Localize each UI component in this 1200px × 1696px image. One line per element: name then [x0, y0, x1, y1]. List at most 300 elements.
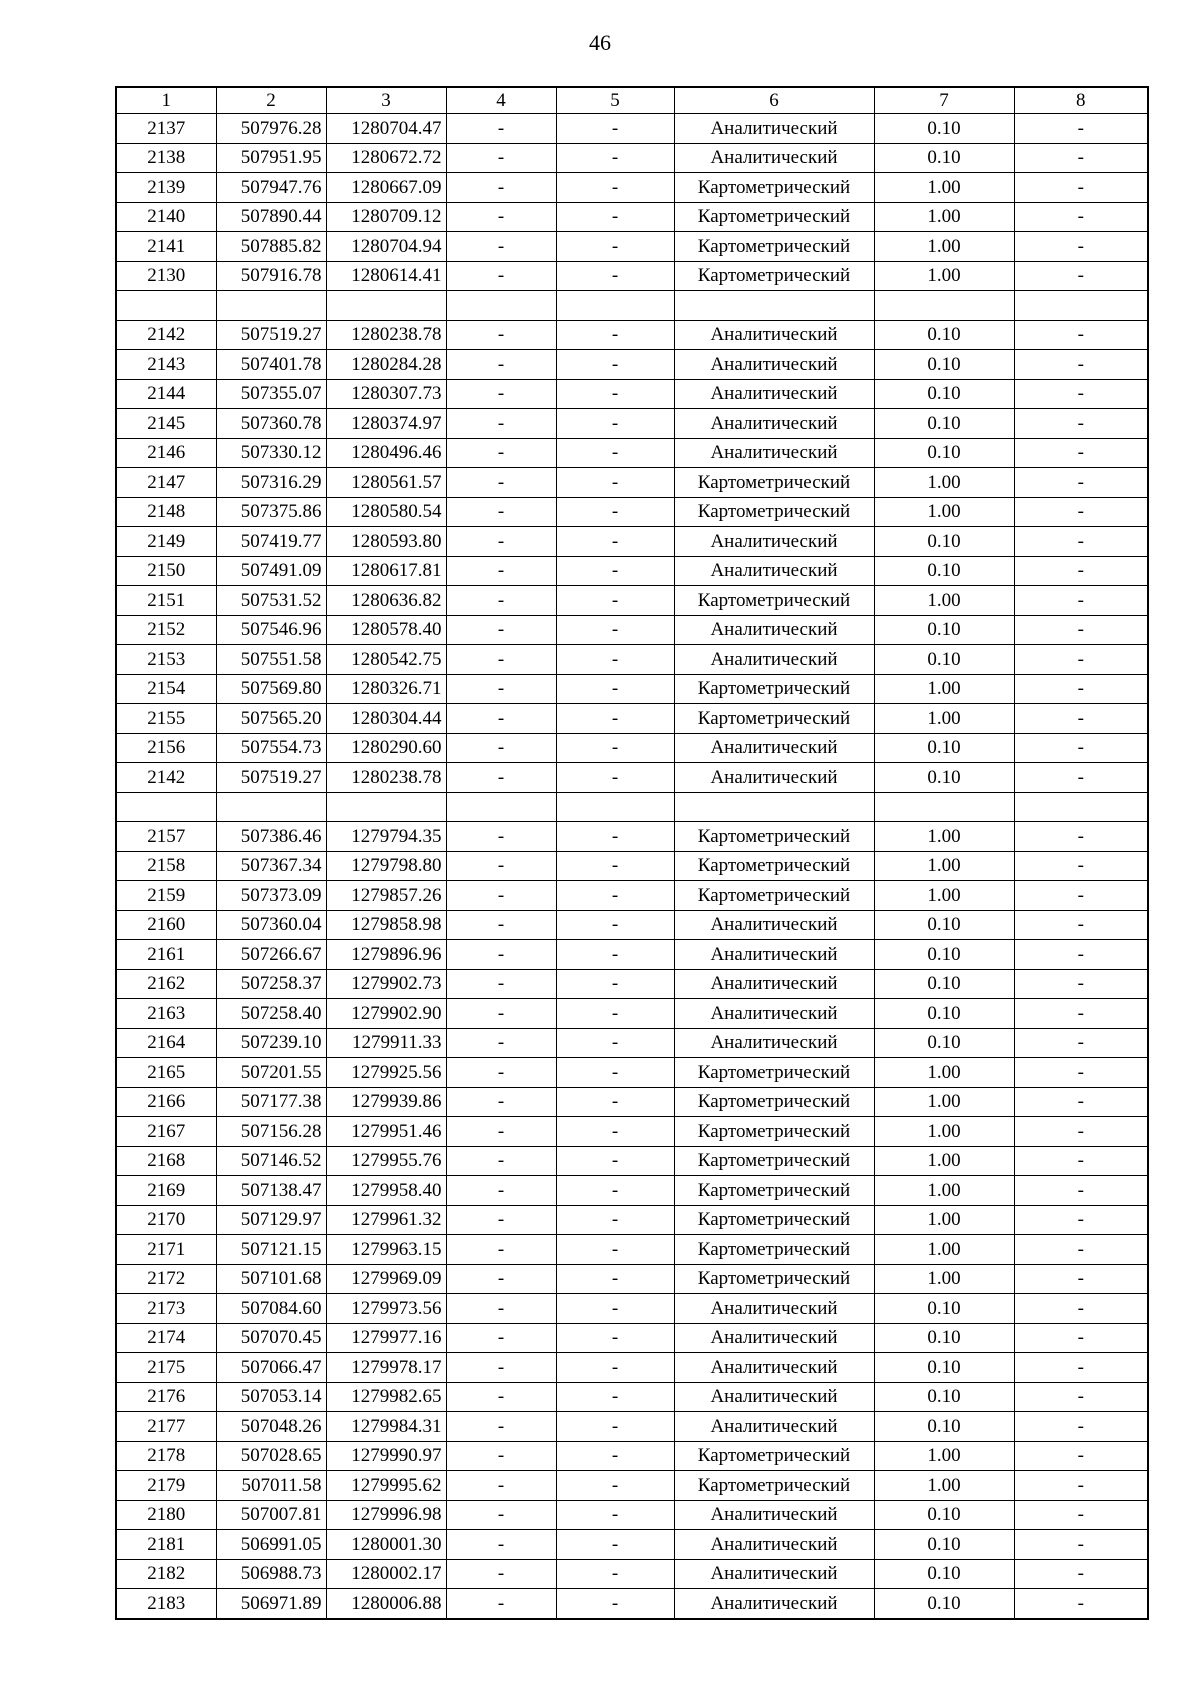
column-header-7: 7	[874, 87, 1014, 114]
col-8-cell: -	[1014, 143, 1148, 173]
accuracy-cell: 0.10	[874, 1382, 1014, 1412]
table-row	[116, 1028, 1148, 1058]
y-coordinate-cell: 1279794.35	[326, 822, 446, 852]
col-5-cell: -	[556, 173, 674, 203]
col-8-cell: -	[1014, 497, 1148, 527]
accuracy-cell: 1.00	[874, 1117, 1014, 1147]
col-8-cell: -	[1014, 438, 1148, 468]
y-coordinate-cell: 1280672.72	[326, 143, 446, 173]
accuracy-cell: 0.10	[874, 969, 1014, 999]
x-coordinate-cell: 507028.65	[216, 1441, 326, 1471]
point-number-cell: 2141	[116, 232, 216, 262]
accuracy-cell	[874, 792, 1014, 822]
method-cell: Картометрический	[674, 822, 874, 852]
col-4-cell: -	[446, 1382, 556, 1412]
accuracy-cell: 0.10	[874, 143, 1014, 173]
point-number-cell: 2157	[116, 822, 216, 852]
x-coordinate-cell: 507947.76	[216, 173, 326, 203]
col-4-cell: -	[446, 1264, 556, 1294]
col-5-cell: -	[556, 1235, 674, 1265]
table-row	[116, 1087, 1148, 1117]
col-5-cell: -	[556, 763, 674, 793]
x-coordinate-cell: 507890.44	[216, 202, 326, 232]
accuracy-cell: 1.00	[874, 468, 1014, 498]
x-coordinate-cell: 507129.97	[216, 1205, 326, 1235]
accuracy-cell: 1.00	[874, 1176, 1014, 1206]
col-8-cell: -	[1014, 1500, 1148, 1530]
col-5-cell: -	[556, 1471, 674, 1501]
col-4-cell: -	[446, 1058, 556, 1088]
table-row	[116, 379, 1148, 409]
point-number-cell: 2166	[116, 1087, 216, 1117]
point-number-cell: 2177	[116, 1412, 216, 1442]
table-row	[116, 1323, 1148, 1353]
col-5-cell: -	[556, 910, 674, 940]
col-5-cell: -	[556, 586, 674, 616]
point-number-cell: 2162	[116, 969, 216, 999]
x-coordinate-cell: 507916.78	[216, 261, 326, 291]
column-header-1: 1	[116, 87, 216, 114]
method-cell: Картометрический	[674, 173, 874, 203]
col-5-cell: -	[556, 202, 674, 232]
col-8-cell: -	[1014, 1353, 1148, 1383]
y-coordinate-cell: 1279939.86	[326, 1087, 446, 1117]
col-4-cell: -	[446, 1441, 556, 1471]
col-8-cell: -	[1014, 881, 1148, 911]
col-4-cell: -	[446, 1589, 556, 1619]
method-cell: Картометрический	[674, 674, 874, 704]
method-cell	[674, 291, 874, 321]
accuracy-cell: 0.10	[874, 645, 1014, 675]
point-number-cell: 2181	[116, 1530, 216, 1560]
col-5-cell: -	[556, 438, 674, 468]
point-number-cell: 2130	[116, 261, 216, 291]
point-number-cell: 2163	[116, 999, 216, 1029]
col-8-cell: -	[1014, 350, 1148, 380]
method-cell: Картометрический	[674, 202, 874, 232]
col-8-cell: -	[1014, 409, 1148, 439]
col-8-cell: -	[1014, 1294, 1148, 1324]
y-coordinate-cell: 1280006.88	[326, 1589, 446, 1619]
column-header-6: 6	[674, 87, 874, 114]
table-row	[116, 202, 1148, 232]
col-8-cell: -	[1014, 1471, 1148, 1501]
method-cell: Аналитический	[674, 1589, 874, 1619]
col-8-cell: -	[1014, 763, 1148, 793]
column-header-3: 3	[326, 87, 446, 114]
accuracy-cell: 1.00	[874, 173, 1014, 203]
y-coordinate-cell: 1279995.62	[326, 1471, 446, 1501]
method-cell: Аналитический	[674, 645, 874, 675]
col-8-cell: -	[1014, 1323, 1148, 1353]
method-cell: Аналитический	[674, 409, 874, 439]
method-cell: Картометрический	[674, 1087, 874, 1117]
table-row	[116, 1294, 1148, 1324]
x-coordinate-cell: 507375.86	[216, 497, 326, 527]
col-4-cell: -	[446, 320, 556, 350]
col-8-cell: -	[1014, 1205, 1148, 1235]
table-row	[116, 320, 1148, 350]
col-8-cell: -	[1014, 1058, 1148, 1088]
col-4-cell: -	[446, 1500, 556, 1530]
accuracy-cell: 1.00	[874, 202, 1014, 232]
accuracy-cell: 0.10	[874, 1294, 1014, 1324]
y-coordinate-cell: 1280667.09	[326, 173, 446, 203]
col-8-cell: -	[1014, 674, 1148, 704]
col-5-cell: -	[556, 822, 674, 852]
table-row	[116, 1146, 1148, 1176]
y-coordinate-cell: 1280496.46	[326, 438, 446, 468]
y-coordinate-cell: 1280307.73	[326, 379, 446, 409]
x-coordinate-cell	[216, 792, 326, 822]
table-row	[116, 1559, 1148, 1589]
table-row	[116, 438, 1148, 468]
col-4-cell: -	[446, 1559, 556, 1589]
col-5-cell: -	[556, 379, 674, 409]
col-5-cell: -	[556, 999, 674, 1029]
accuracy-cell: 1.00	[874, 881, 1014, 911]
accuracy-cell	[874, 291, 1014, 321]
col-5-cell: -	[556, 1412, 674, 1442]
accuracy-cell: 0.10	[874, 556, 1014, 586]
col-5-cell	[556, 291, 674, 321]
method-cell: Картометрический	[674, 1176, 874, 1206]
col-4-cell: -	[446, 556, 556, 586]
table-row	[116, 763, 1148, 793]
x-coordinate-cell: 507546.96	[216, 615, 326, 645]
col-4-cell: -	[446, 1235, 556, 1265]
accuracy-cell: 0.10	[874, 763, 1014, 793]
table-row	[116, 1235, 1148, 1265]
x-coordinate-cell: 507360.04	[216, 910, 326, 940]
point-number-cell: 2158	[116, 851, 216, 881]
col-8-cell	[1014, 291, 1148, 321]
x-coordinate-cell: 507355.07	[216, 379, 326, 409]
x-coordinate-cell: 507360.78	[216, 409, 326, 439]
y-coordinate-cell: 1280290.60	[326, 733, 446, 763]
col-4-cell: -	[446, 379, 556, 409]
col-4-cell: -	[446, 261, 556, 291]
col-4-cell: -	[446, 1117, 556, 1147]
col-8-cell: -	[1014, 527, 1148, 557]
col-5-cell: -	[556, 1530, 674, 1560]
method-cell: Аналитический	[674, 1382, 874, 1412]
table-header	[116, 87, 1148, 114]
col-5-cell: -	[556, 1028, 674, 1058]
point-number-cell	[116, 792, 216, 822]
accuracy-cell: 1.00	[874, 704, 1014, 734]
method-cell: Картометрический	[674, 881, 874, 911]
accuracy-cell: 1.00	[874, 497, 1014, 527]
point-number-cell: 2174	[116, 1323, 216, 1353]
table-row	[116, 940, 1148, 970]
col-8-cell: -	[1014, 379, 1148, 409]
point-number-cell: 2153	[116, 645, 216, 675]
point-number-cell: 2173	[116, 1294, 216, 1324]
x-coordinate-cell: 507401.78	[216, 350, 326, 380]
y-coordinate-cell	[326, 792, 446, 822]
x-coordinate-cell: 507419.77	[216, 527, 326, 557]
col-4-cell: -	[446, 1205, 556, 1235]
accuracy-cell: 0.10	[874, 320, 1014, 350]
point-number-cell: 2142	[116, 763, 216, 793]
accuracy-cell: 0.10	[874, 1353, 1014, 1383]
y-coordinate-cell: 1279990.97	[326, 1441, 446, 1471]
col-4-cell: -	[446, 232, 556, 262]
table-row	[116, 1205, 1148, 1235]
col-5-cell: -	[556, 1323, 674, 1353]
col-5-cell: -	[556, 1441, 674, 1471]
col-5-cell: -	[556, 1117, 674, 1147]
table-row	[116, 173, 1148, 203]
y-coordinate-cell: 1280617.81	[326, 556, 446, 586]
table-row	[116, 586, 1148, 616]
col-4-cell: -	[446, 1028, 556, 1058]
col-8-cell: -	[1014, 969, 1148, 999]
col-8-cell: -	[1014, 232, 1148, 262]
x-coordinate-cell: 507239.10	[216, 1028, 326, 1058]
x-coordinate-cell: 507367.34	[216, 851, 326, 881]
col-4-cell: -	[446, 202, 556, 232]
point-number-cell: 2151	[116, 586, 216, 616]
y-coordinate-cell: 1280304.44	[326, 704, 446, 734]
y-coordinate-cell: 1280238.78	[326, 320, 446, 350]
accuracy-cell: 1.00	[874, 1087, 1014, 1117]
table-row	[116, 615, 1148, 645]
accuracy-cell: 1.00	[874, 1441, 1014, 1471]
table-row	[116, 1382, 1148, 1412]
table-row	[116, 1176, 1148, 1206]
x-coordinate-cell: 507885.82	[216, 232, 326, 262]
col-8-cell	[1014, 792, 1148, 822]
col-5-cell: -	[556, 881, 674, 911]
x-coordinate-cell: 507976.28	[216, 114, 326, 144]
col-4-cell: -	[446, 1146, 556, 1176]
col-4-cell: -	[446, 468, 556, 498]
y-coordinate-cell: 1279857.26	[326, 881, 446, 911]
point-number-cell: 2171	[116, 1235, 216, 1265]
accuracy-cell: 0.10	[874, 1028, 1014, 1058]
col-8-cell: -	[1014, 1382, 1148, 1412]
col-4-cell: -	[446, 763, 556, 793]
point-number-cell: 2170	[116, 1205, 216, 1235]
col-8-cell: -	[1014, 851, 1148, 881]
col-5-cell: -	[556, 143, 674, 173]
accuracy-cell: 0.10	[874, 940, 1014, 970]
table-row	[116, 261, 1148, 291]
col-8-cell: -	[1014, 999, 1148, 1029]
point-number-cell: 2178	[116, 1441, 216, 1471]
col-5-cell: -	[556, 114, 674, 144]
col-4-cell: -	[446, 350, 556, 380]
separator-row	[116, 792, 1148, 822]
accuracy-cell: 0.10	[874, 1323, 1014, 1353]
y-coordinate-cell: 1279925.56	[326, 1058, 446, 1088]
col-8-cell: -	[1014, 1559, 1148, 1589]
x-coordinate-cell: 507266.67	[216, 940, 326, 970]
table-row	[116, 733, 1148, 763]
y-coordinate-cell: 1279963.15	[326, 1235, 446, 1265]
point-number-cell: 2144	[116, 379, 216, 409]
col-4-cell: -	[446, 645, 556, 675]
method-cell: Картометрический	[674, 1117, 874, 1147]
table-row	[116, 556, 1148, 586]
col-8-cell: -	[1014, 468, 1148, 498]
col-4-cell: -	[446, 1087, 556, 1117]
table-row	[116, 674, 1148, 704]
col-5-cell: -	[556, 1176, 674, 1206]
y-coordinate-cell: 1279951.46	[326, 1117, 446, 1147]
table-row	[116, 1441, 1148, 1471]
point-number-cell: 2167	[116, 1117, 216, 1147]
x-coordinate-cell: 507316.29	[216, 468, 326, 498]
y-coordinate-cell: 1279982.65	[326, 1382, 446, 1412]
point-number-cell: 2159	[116, 881, 216, 911]
y-coordinate-cell: 1280561.57	[326, 468, 446, 498]
y-coordinate-cell: 1279896.96	[326, 940, 446, 970]
col-4-cell: -	[446, 940, 556, 970]
col-5-cell: -	[556, 969, 674, 999]
accuracy-cell: 1.00	[874, 232, 1014, 262]
y-coordinate-cell: 1280709.12	[326, 202, 446, 232]
col-5-cell: -	[556, 527, 674, 557]
accuracy-cell: 0.10	[874, 1530, 1014, 1560]
point-number-cell: 2149	[116, 527, 216, 557]
col-8-cell: -	[1014, 556, 1148, 586]
x-coordinate-cell: 507565.20	[216, 704, 326, 734]
x-coordinate-cell: 507201.55	[216, 1058, 326, 1088]
col-8-cell: -	[1014, 1146, 1148, 1176]
accuracy-cell: 0.10	[874, 733, 1014, 763]
y-coordinate-cell	[326, 291, 446, 321]
col-8-cell: -	[1014, 1530, 1148, 1560]
x-coordinate-cell: 507519.27	[216, 320, 326, 350]
x-coordinate-cell: 507569.80	[216, 674, 326, 704]
method-cell: Аналитический	[674, 114, 874, 144]
col-4-cell: -	[446, 114, 556, 144]
point-number-cell: 2154	[116, 674, 216, 704]
x-coordinate-cell: 507138.47	[216, 1176, 326, 1206]
point-number-cell: 2176	[116, 1382, 216, 1412]
method-cell: Картометрический	[674, 1264, 874, 1294]
col-5-cell: -	[556, 1264, 674, 1294]
method-cell: Аналитический	[674, 1412, 874, 1442]
y-coordinate-cell: 1279911.33	[326, 1028, 446, 1058]
y-coordinate-cell: 1280580.54	[326, 497, 446, 527]
method-cell: Картометрический	[674, 468, 874, 498]
y-coordinate-cell: 1280578.40	[326, 615, 446, 645]
col-5-cell: -	[556, 409, 674, 439]
table-row	[116, 143, 1148, 173]
col-5-cell: -	[556, 1087, 674, 1117]
column-header-4: 4	[446, 87, 556, 114]
separator-row	[116, 291, 1148, 321]
method-cell: Картометрический	[674, 497, 874, 527]
col-5-cell: -	[556, 645, 674, 675]
accuracy-cell: 0.10	[874, 1589, 1014, 1619]
accuracy-cell: 0.10	[874, 379, 1014, 409]
point-number-cell: 2156	[116, 733, 216, 763]
col-4-cell: -	[446, 438, 556, 468]
table-row	[116, 910, 1148, 940]
accuracy-cell: 1.00	[874, 674, 1014, 704]
method-cell: Аналитический	[674, 1323, 874, 1353]
header-row	[116, 87, 1148, 114]
x-coordinate-cell: 507053.14	[216, 1382, 326, 1412]
table-row	[116, 468, 1148, 498]
point-number-cell: 2155	[116, 704, 216, 734]
accuracy-cell: 1.00	[874, 261, 1014, 291]
col-5-cell: -	[556, 704, 674, 734]
table-row	[116, 645, 1148, 675]
col-5-cell: -	[556, 1146, 674, 1176]
col-8-cell: -	[1014, 1117, 1148, 1147]
col-5-cell: -	[556, 232, 674, 262]
x-coordinate-cell: 507258.37	[216, 969, 326, 999]
table-row	[116, 497, 1148, 527]
method-cell: Аналитический	[674, 320, 874, 350]
table-row	[116, 881, 1148, 911]
point-number-cell: 2137	[116, 114, 216, 144]
x-coordinate-cell: 507177.38	[216, 1087, 326, 1117]
table-row	[116, 350, 1148, 380]
method-cell: Картометрический	[674, 1235, 874, 1265]
col-5-cell: -	[556, 1382, 674, 1412]
col-5-cell: -	[556, 1353, 674, 1383]
col-8-cell: -	[1014, 615, 1148, 645]
accuracy-cell: 1.00	[874, 1205, 1014, 1235]
col-5-cell: -	[556, 851, 674, 881]
col-8-cell: -	[1014, 261, 1148, 291]
method-cell: Картометрический	[674, 1146, 874, 1176]
col-4-cell: -	[446, 409, 556, 439]
x-coordinate-cell: 506988.73	[216, 1559, 326, 1589]
method-cell: Аналитический	[674, 1028, 874, 1058]
accuracy-cell: 1.00	[874, 1235, 1014, 1265]
col-4-cell: -	[446, 615, 556, 645]
point-number-cell: 2168	[116, 1146, 216, 1176]
y-coordinate-cell: 1279961.32	[326, 1205, 446, 1235]
col-8-cell: -	[1014, 1087, 1148, 1117]
table-body	[116, 114, 1148, 1619]
table-row	[116, 1058, 1148, 1088]
col-8-cell: -	[1014, 1412, 1148, 1442]
x-coordinate-cell: 507386.46	[216, 822, 326, 852]
accuracy-cell: 1.00	[874, 1471, 1014, 1501]
col-4-cell: -	[446, 1530, 556, 1560]
col-5-cell: -	[556, 468, 674, 498]
table-row	[116, 1264, 1148, 1294]
accuracy-cell: 1.00	[874, 1146, 1014, 1176]
point-number-cell: 2138	[116, 143, 216, 173]
col-4-cell: -	[446, 704, 556, 734]
column-header-2: 2	[216, 87, 326, 114]
accuracy-cell: 0.10	[874, 409, 1014, 439]
column-header-5: 5	[556, 87, 674, 114]
col-4-cell: -	[446, 1323, 556, 1353]
col-8-cell: -	[1014, 1176, 1148, 1206]
accuracy-cell: 0.10	[874, 1500, 1014, 1530]
y-coordinate-cell: 1280284.28	[326, 350, 446, 380]
col-8-cell: -	[1014, 586, 1148, 616]
col-8-cell: -	[1014, 202, 1148, 232]
col-8-cell: -	[1014, 822, 1148, 852]
col-5-cell: -	[556, 1294, 674, 1324]
method-cell: Аналитический	[674, 350, 874, 380]
method-cell: Аналитический	[674, 527, 874, 557]
table-row	[116, 969, 1148, 999]
y-coordinate-cell: 1280614.41	[326, 261, 446, 291]
